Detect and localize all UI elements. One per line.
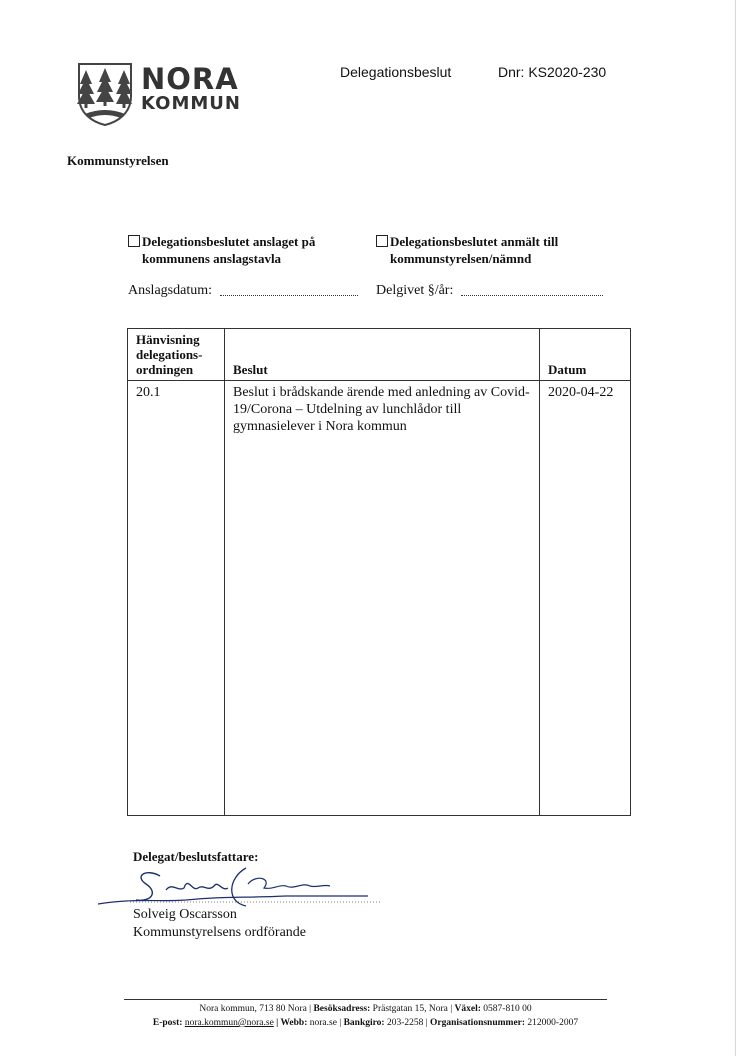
footer-label: Bankgiro: <box>343 1018 385 1028</box>
document-type: Delegationsbeslut <box>340 64 452 80</box>
header-date: Datum <box>540 329 631 381</box>
decision-table <box>127 328 631 816</box>
nora-kommun-logo <box>77 62 241 128</box>
signatory-role: Kommunstyrelsens ordförande <box>133 925 307 940</box>
footer-address: Nora kommun, 713 80 Nora | <box>199 1004 314 1014</box>
checkbox-label-line2: kommunstyrelsen/nämnd <box>390 251 532 266</box>
signatory-block <box>133 906 306 942</box>
footer-label: Organisationsnummer: <box>430 1018 526 1028</box>
page-edge-line <box>735 0 736 1056</box>
footer-phone: 0587-810 00 <box>480 1004 532 1014</box>
footer-label: Besöksadress: <box>313 1004 371 1014</box>
delgivet-label: Delgivet §/år: <box>376 283 454 298</box>
footer-org-number: 212000-2007 <box>525 1018 579 1028</box>
table-header-row <box>128 329 631 381</box>
signatory-name: Solveig Oscarsson <box>133 907 237 922</box>
checkbox-anmalt[interactable] <box>376 233 558 267</box>
footer-label: | Webb: <box>273 1018 308 1028</box>
anslagsdatum-field <box>128 283 358 299</box>
delgivet-input-line[interactable] <box>461 283 603 296</box>
header-decision: Beslut <box>225 329 540 381</box>
footer-label: E-post: <box>152 1018 185 1028</box>
coat-of-arms-icon <box>77 62 133 126</box>
header-reference-line: delegations- <box>136 347 203 362</box>
footer <box>110 1002 621 1030</box>
footer-label: Växel: <box>454 1004 481 1014</box>
logo-name: NORA <box>141 62 239 96</box>
footer-line-2 <box>110 1016 621 1030</box>
signatory-title: Delegat/beslutsfattare: <box>133 849 259 864</box>
delgivet-field <box>376 283 603 299</box>
checkbox-icon[interactable] <box>128 235 140 247</box>
footer-line-1 <box>110 1002 621 1016</box>
handwritten-signature <box>96 862 386 912</box>
header-reference-line: ordningen <box>136 362 194 377</box>
anslagsdatum-input-line[interactable] <box>220 283 358 296</box>
checkbox-label-line2: kommunens anslagstavla <box>142 251 282 266</box>
checkbox-label-line1: Delegationsbeslutet anmält till <box>390 234 559 249</box>
diary-number: Dnr: KS2020-230 <box>498 64 607 80</box>
cell-reference: 20.1 <box>128 381 225 816</box>
organisation-heading: Kommunstyrelsen <box>67 153 169 168</box>
header-reference <box>128 329 225 381</box>
anslagsdatum-label: Anslagsdatum: <box>128 283 212 298</box>
footer-visiting-address: Prästgatan 15, Nora | <box>370 1004 455 1014</box>
checkbox-anslaget[interactable] <box>128 233 315 267</box>
checkbox-icon[interactable] <box>376 235 388 247</box>
checkbox-label-line1: Delegationsbeslutet anslaget på <box>142 234 316 249</box>
header-reference-line: Hänvisning <box>136 332 200 347</box>
footer-rule <box>124 999 607 1000</box>
footer-email-link[interactable]: nora.kommun@nora.se <box>184 1018 274 1028</box>
table-row <box>128 381 631 816</box>
footer-bankgiro: 203-2258 | <box>384 1018 431 1028</box>
cell-decision: Beslut i brådskande ärende med anledning av Covid-19/Corona – Utdelning av lunchlådor till gymnasielever i Nora kommun <box>225 381 540 816</box>
cell-date: 2020-04-22 <box>540 381 631 816</box>
logo-subtitle: KOMMUN <box>141 93 241 114</box>
footer-web: nora.se | <box>307 1018 344 1028</box>
